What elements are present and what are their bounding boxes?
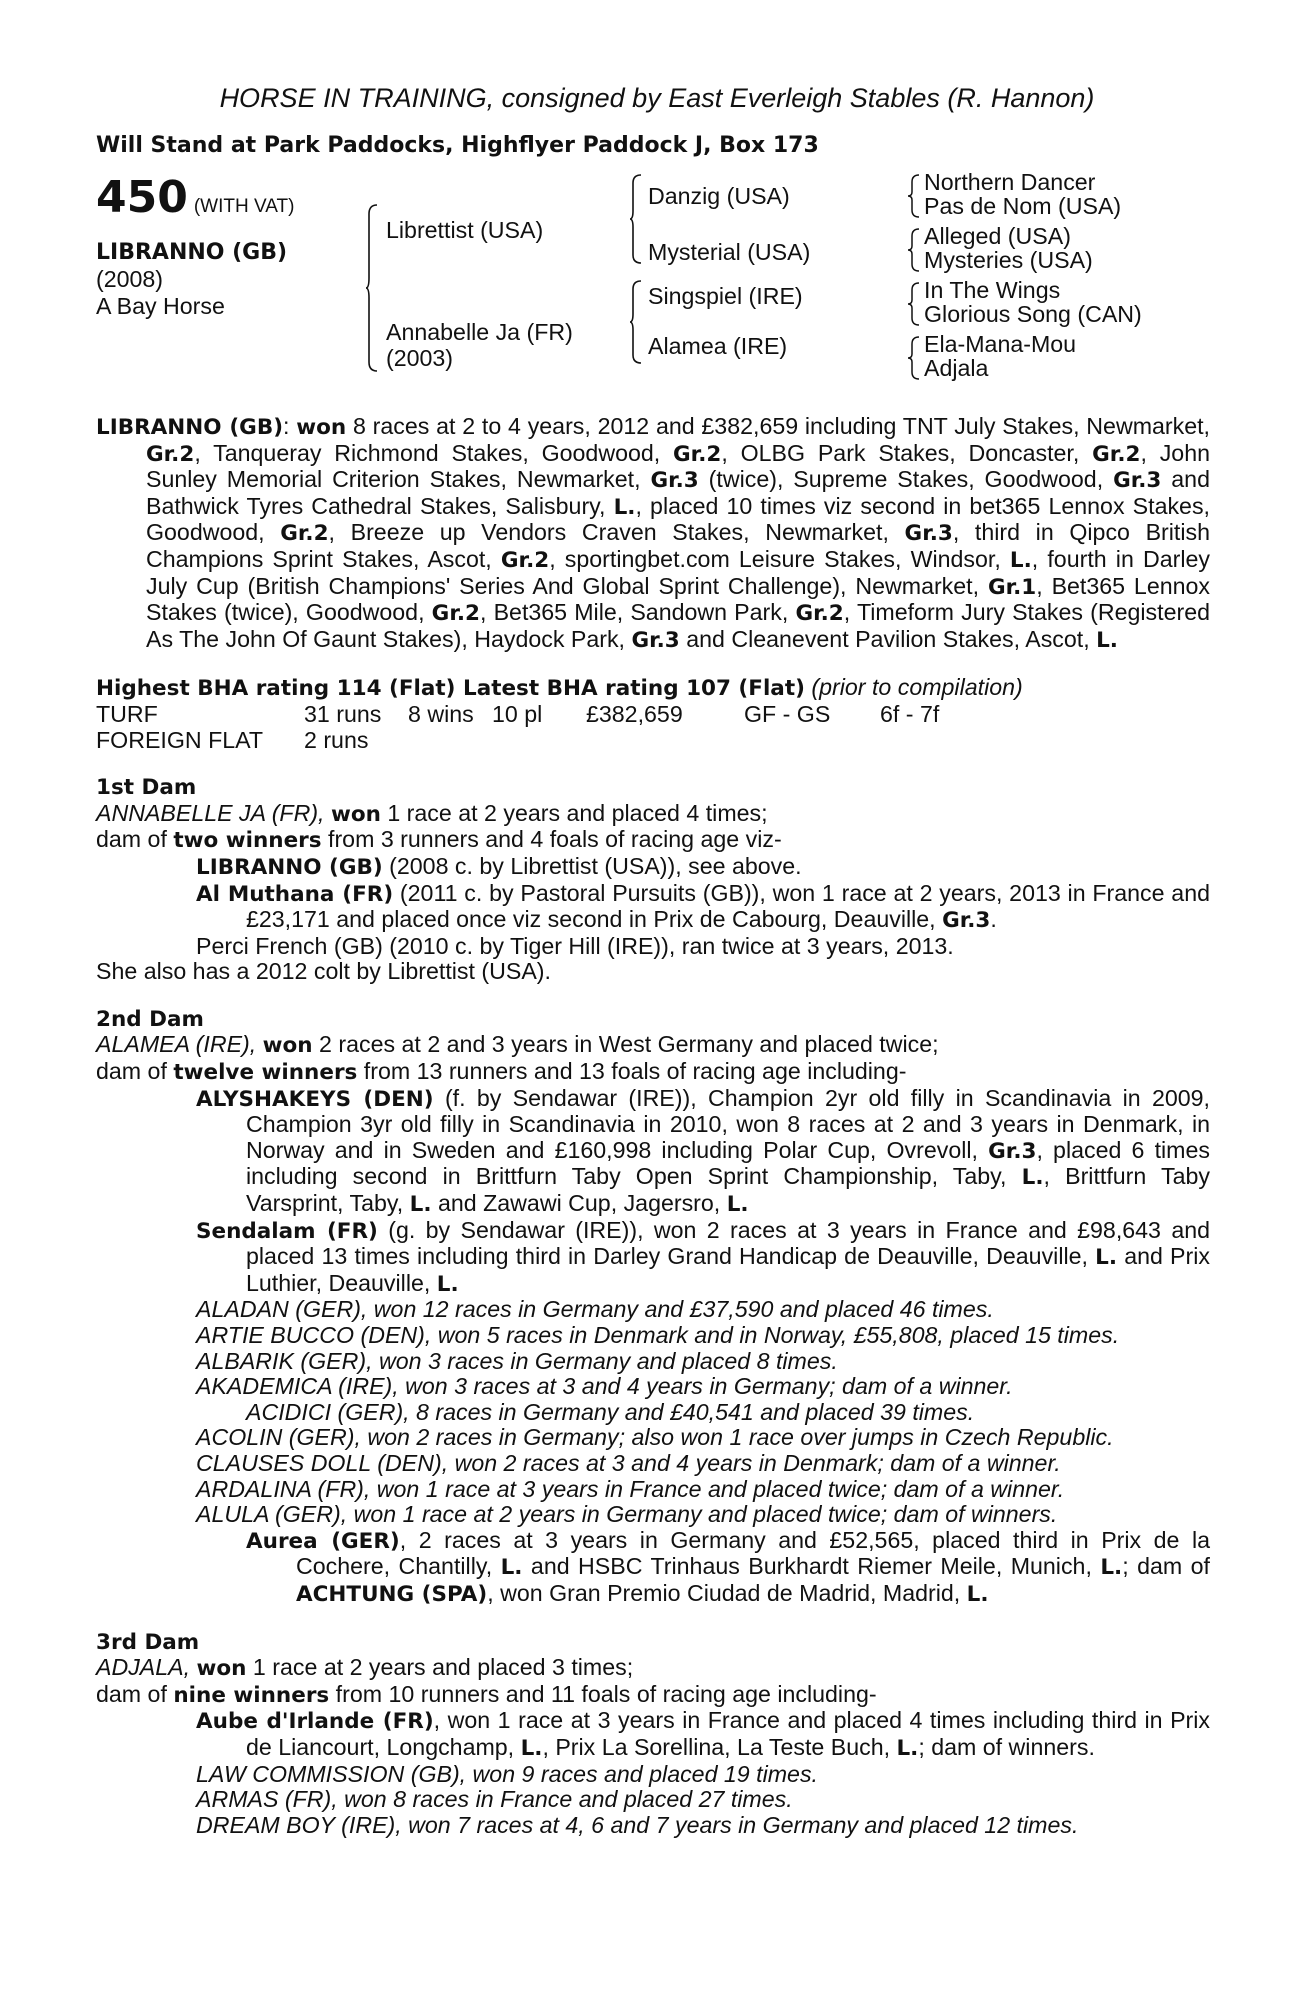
first-dam-section: 1st Dam ANNABELLE JA (FR), won 1 race at 2 years and placed 4 times; dam of two winners from 3 runners and 4 foals of racing age viz- LIBRANNO (GB) (2008 c. by Librettist (USA)), see above. Al Muthana (FR) (2011 c. by Pastoral Pursuits (GB)), won 1 race at 2 years, 2013 in France and £23,171 and placed once viz second in Prix de Cabourg, Deauville, Gr.3. Perci French (GB) (2010 c. by Tiger Hill (IRE)), ran twice at 3 years, 2013. She also has a 2012 colt by Librettist (USA). [96, 775, 1210, 985]
sire: Librettist (USA) [386, 217, 544, 243]
list-item: LIBRANNO (GB) (2008 c. by Librettist (USA)), see above. [196, 852, 802, 880]
sire-sire-dam: Pas de Nom (USA) [924, 193, 1122, 219]
list-item: ARMAS (FR), won 8 races in France and placed 27 times. [196, 1786, 793, 1813]
list-item: ALULA (GER), won 1 race at 2 years in Germany and placed twice; dam of winners. [196, 1501, 1058, 1528]
catalogue-page [96, 82, 1210, 1838]
race-record-summary: LIBRANNO (GB): won 8 races at 2 to 4 years, 2012 and £382,659 including TNT July Stakes, Newmarket, Gr.2, Tanqueray Richmond Stakes, Goodwood, Gr.2, OLBG Park Stakes, Doncaster, Gr.2, John Sunley Memorial Criterion Stakes, Newmarket, Gr.3 (twice), Supreme Stakes, Goodwood, Gr.3 and Bathwick Tyres Cathedral Stakes, Salisbury, L., placed 10 times viz second in bet365 Lennox Stakes, Goodwood, Gr.2, Breeze up Vendors Craven Stakes, Newmarket, Gr.3, third in Qipco British Champions Sprint Stakes, Ascot, Gr.2, sportingbet.com Leisure Stakes, Windsor, L., fourth in Darley July Cup (British Champions' Series And Global Sprint Challenge), Newmarket, Gr.1, Bet365 Lennox Stakes (twice), Goodwood, Gr.2, Bet365 Mile, Sandown Park, Gr.2, Timeform Jury Stakes (Registered As The John Of Gaunt Stakes), Haydock Park, Gr.3 and Cleanevent Pavilion Stakes, Ascot, L. [96, 413, 1210, 653]
list-item: ARTIE BUCCO (DEN), won 5 races in Denmark and in Norway, £55,808, placed 15 times. [196, 1322, 1120, 1348]
brace-icon [908, 282, 920, 326]
list-item: CLAUSES DOLL (DEN), won 2 races at 3 and 4 years in Denmark; dam of a winner. [196, 1449, 1061, 1476]
dam-sire: Singspiel (IRE) [648, 283, 803, 309]
bha-rating: Highest BHA rating 114 (Flat) Latest BHA rating 107 (Flat) (prior to compilation) [96, 674, 1023, 702]
brace-icon [366, 204, 378, 372]
list-item: Perci French (GB) (2010 c. by Tiger Hill (IRE)), ran twice at 3 years, 2013. [196, 932, 954, 959]
pedigree-block [96, 169, 1210, 402]
vat-note: (WITH VAT) [193, 196, 295, 217]
dam-dam-dam: Adjala [924, 355, 989, 381]
list-item: ACOLIN (GER), won 2 races in Germany; also won 1 race over jumps in Czech Republic. [196, 1424, 1114, 1451]
dam-dam-sire: Ela-Mana-Mou [924, 331, 1077, 357]
dam-sire-dam: Glorious Song (CAN) [924, 301, 1142, 327]
list-item: Aube d'Irlande (FR), won 1 race at 3 years in France and placed 4 times including third in Prix de Liancourt, Longchamp, L., Prix La Sorellina, La Teste Buch, L.; dam of winners. [196, 1707, 1210, 1761]
brace-icon [630, 174, 642, 264]
horse-description: A Bay Horse [96, 293, 225, 319]
horse-year: (2008) [96, 266, 164, 292]
list-item: ACIDICI (GER), 8 races in Germany and £40,541 and placed 39 times. [246, 1398, 975, 1425]
section-heading: 2nd Dam [96, 1006, 204, 1032]
third-dam-section: 3rd Dam ADJALA, won 1 race at 2 years and placed 3 times; dam of nine winners from 10 runners and 11 foals of racing age including- Aube d'Irlande (FR), won 1 race at 3 years in France and placed 4 times including third in Prix de Liancourt, Longchamp, L., Prix La Sorellina, La Teste Buch, L.; dam of winners. LAW COMMISSION (GB), won 9 races and placed 19 times. ARMAS (FR), won 8 races in France and placed 27 times. DREAM BOY (IRE), won 7 races at 4, 6 and 7 years in Germany and placed 12 times. [96, 1629, 1210, 1838]
list-item: ALBARIK (GER), won 3 races in Germany and placed 8 times. [196, 1347, 838, 1374]
list-item: ARDALINA (FR), won 1 race at 3 years in France and placed twice; dam of a winner. [196, 1475, 1065, 1502]
racing-stats-table [96, 702, 939, 753]
brace-icon [908, 336, 920, 380]
list-item: AKADEMICA (IRE), won 3 races at 3 and 4 years in Germany; dam of a winner. [196, 1373, 1013, 1400]
section-heading: 3rd Dam [96, 1629, 200, 1655]
table-row: FOREIGN FLAT 2 runs [96, 726, 369, 753]
dam-dam: Alamea (IRE) [648, 333, 788, 359]
list-item: DREAM BOY (IRE), won 7 races at 4, 6 and 7 years in Germany and placed 12 times. [196, 1811, 1079, 1838]
table-row: TURF 31 runs 8 wins 10 pl £382,659 GF - GS 6f - 7f [96, 700, 940, 727]
section-heading: 1st Dam [96, 775, 197, 801]
dam: Annabelle Ja (FR) [386, 319, 573, 345]
brace-icon [908, 174, 920, 218]
sire-sire-sire: Northern Dancer [924, 169, 1096, 195]
dam-sire-sire: In The Wings [924, 277, 1061, 303]
list-item: Sendalam (FR) (g. by Sendawar (IRE)), won 2 races at 3 years in France and £98,643 and placed 13 times including third in Darley Grand Handicap de Deauville, Deauville, L. and Prix Luthier, Deauville, L. [196, 1216, 1211, 1297]
second-dam-section: 2nd Dam ALAMEA (IRE), won 2 races at 2 and 3 years in West Germany and placed twice; dam of twelve winners from 13 runners and 13 foals of racing age including- ALYSHAKEYS (DEN) (f. by Sendawar (IRE)), Champion 2yr old filly in Scandinavia in 2009, Champion 3yr old filly in Scandinavia in 2010, won 8 races at 2 and 3 years in Denmark, in Norway and in Sweden and £160,998 including Polar Cup, Ovrevoll, Gr.3, placed 6 times including second in Brittfurn Taby Open Sprint Championship, Taby, L., Brittfurn Taby Varsprint, Taby, L. and Zawawi Cup, Jagersro, L. Sendalam (FR) (g. by Sendawar (IRE)), won 2 races at 3 years in France and £98,643 and placed 13 times including third in Darley Grand Handicap de Deauville, Deauville, L. and Prix Luthier, Deauville, L. ALADAN (GER), won 12 races in Germany and £37,590 and placed 46 times. ARTIE BUCCO (DEN), won 5 races in Denmark and in Norway, £55,808, placed 15 times. ALBARIK (GER), won 3 races in Germany and placed 8 times. AKADEMICA (IRE), won 3 races at 3 and 4 years in Germany; dam of a winner. ACIDICI (GER), 8 races in Germany and £40,541 and placed 39 times. ACOLIN (GER), won 2 races in Germany; also won 1 race over jumps in Czech Republic. CLAUSES DOLL (DEN), won 2 races at 3 and 4 years in Denmark; dam of a winner. ARDALINA (FR), won 1 race at 3 years in France and placed twice; dam of a winner. ALULA (GER), won 1 race at 2 years in Germany and placed twice; dam of winners. Aurea (GER), 2 races at 3 years in Germany and £52,565, placed third in Prix de la Cochere, Chantilly, L. and HSBC Trinhaus Burkhardt Riemer Meile, Munich, L.; dam of ACHTUNG (SPA), won Gran Premio Ciudad de Madrid, Madrid, L. [96, 1006, 1211, 1607]
dam-year: (2003) [386, 345, 454, 371]
lot-number-line [96, 174, 294, 222]
consignor-title: HORSE IN TRAINING, consigned by East Everleigh Stables (R. Hannon) [219, 83, 1095, 113]
list-item: LAW COMMISSION (GB), won 9 races and placed 19 times. [196, 1760, 818, 1787]
sire-dam: Mysterial (USA) [648, 239, 811, 265]
brace-icon [630, 280, 642, 364]
list-item: Aurea (GER), 2 races at 3 years in Germany and £52,565, placed third in Prix de la Cochere, Chantilly, L. and HSBC Trinhaus Burkhardt Riemer Meile, Munich, L.; dam of ACHTUNG (SPA), won Gran Premio Ciudad de Madrid, Madrid, L. [246, 1526, 1210, 1607]
lot-number: 450 [96, 172, 188, 223]
stand-location: Will Stand at Park Paddocks, Highflyer Paddock J, Box 173 [96, 133, 819, 158]
list-item: ALYSHAKEYS (DEN) (f. by Sendawar (IRE)), Champion 2yr old filly in Scandinavia in 2009, Champion 3yr old filly in Scandinavia in 2010, won 8 races at 2 and 3 years in Denmark, in Norway and in Sweden and £160,998 including Polar Cup, Ovrevoll, Gr.3, placed 6 times including second in Brittfurn Taby Open Sprint Championship, Taby, L., Brittfurn Taby Varsprint, Taby, L. and Zawawi Cup, Jagersro, L. [196, 1084, 1210, 1218]
horse-name: LIBRANNO (GB) [96, 240, 288, 265]
sire-sire: Danzig (USA) [648, 183, 790, 209]
list-item: ALADAN (GER), won 12 races in Germany and £37,590 and placed 46 times. [196, 1296, 994, 1323]
brace-icon [908, 228, 920, 272]
list-item: Al Muthana (FR) (2011 c. by Pastoral Pursuits (GB)), won 1 race at 2 years, 2013 in France and £23,171 and placed once viz second in Prix de Cabourg, Deauville, Gr.3. [196, 879, 1210, 934]
sire-dam-dam: Mysteries (USA) [924, 247, 1093, 273]
sire-dam-sire: Alleged (USA) [924, 223, 1071, 249]
